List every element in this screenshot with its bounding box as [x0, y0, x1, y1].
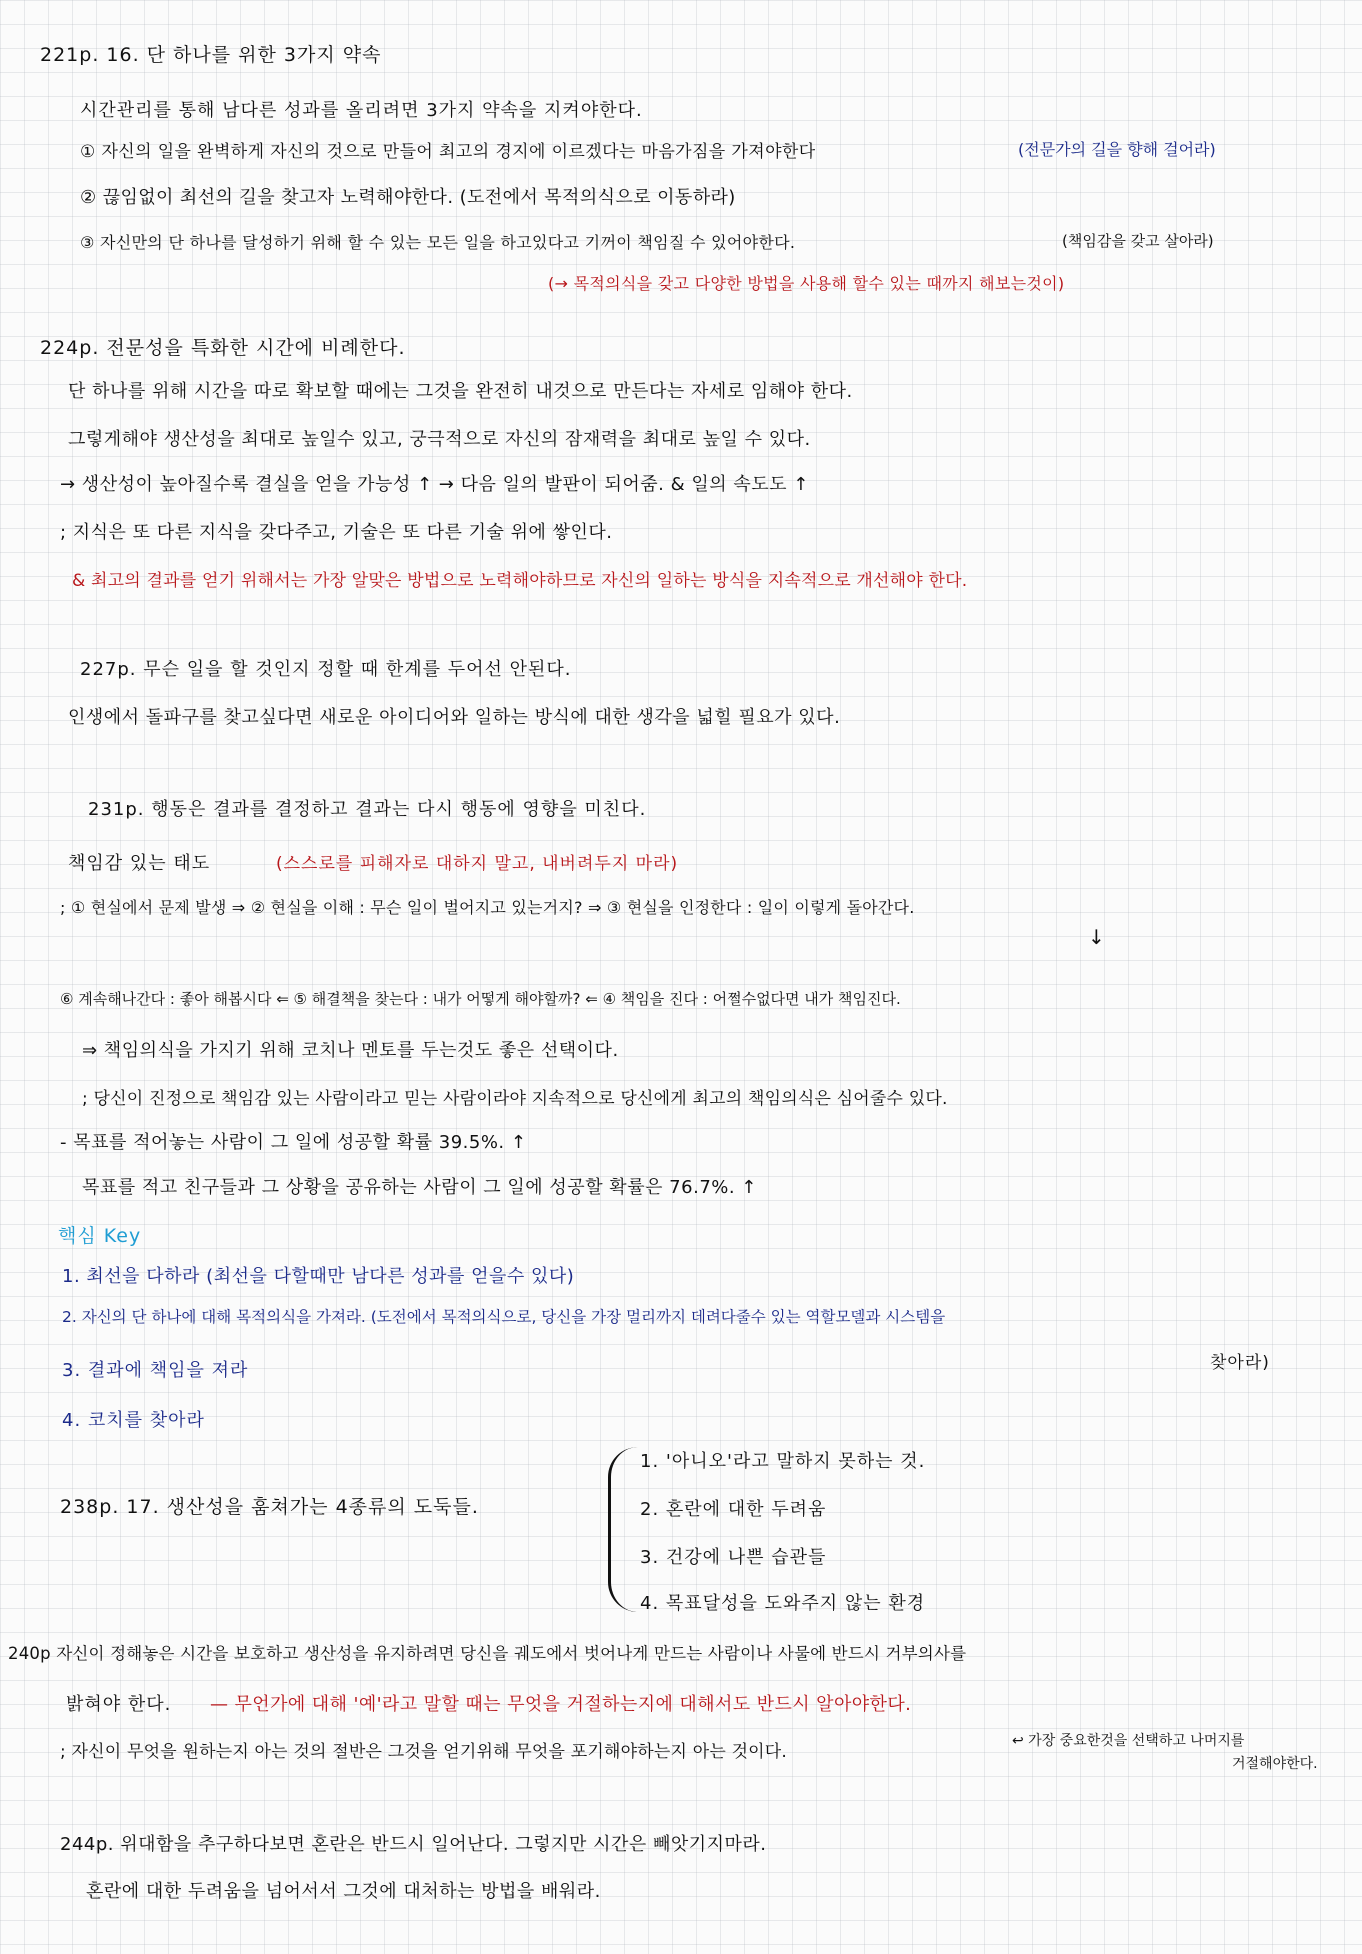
note-line: ① 자신의 일을 완벽하게 자신의 것으로 만들어 최고의 경지에 이르겠다는 마음가짐을 가져야한다: [80, 142, 816, 162]
note-line: - 목표를 적어놓는 사람이 그 일에 성공할 확률 39.5%. ↑: [60, 1132, 527, 1153]
key-point: 1. 최선을 다하라 (최선을 다할때만 남다른 성과를 얻을수 있다): [62, 1266, 575, 1287]
responsibility-flow-bottom: ⑥ 계속해나간다 : 좋아 해봅시다 ⇐ ⑤ 해결책을 찾는다 : 내가 어떻게 해야할까? ⇐ ④ 책임을 진다 : 어쩔수없다면 내가 책임진다.: [60, 990, 901, 1008]
note-annotation: ↩ 가장 중요한것을 선택하고 나머지를: [1012, 1733, 1245, 1749]
list-item: 3. 건강에 나쁜 습관들: [640, 1547, 827, 1568]
list-item: 4. 목표달성을 도와주지 않는 환경: [640, 1593, 926, 1614]
responsibility-flow-top: ; ① 현실에서 문제 발생 ⇒ ② 현실을 이해 : 무슨 일이 벌어지고 있는거지? ⇒ ③ 현실을 인정한다 : 일이 이렇게 돌아간다.: [60, 898, 915, 917]
list-item: 2. 혼란에 대한 두려움: [640, 1499, 827, 1520]
key-point: 2. 자신의 단 하나에 대해 목적의식을 가져라. (도전에서 목적의식으로, 당신을 가장 멀리까지 데려다줄수 있는 역할모델과 시스템을: [62, 1308, 946, 1326]
note-line: 밝혀야 한다.: [66, 1694, 172, 1715]
note-line: ⇒ 책임의식을 가지기 위해 코치나 멘토를 두는것도 좋은 선택이다.: [82, 1040, 619, 1061]
key-point: 4. 코치를 찾아라: [62, 1410, 205, 1431]
section-224-heading: 224p. 전문성을 특화한 시간에 비례한다.: [40, 337, 406, 359]
note-annotation: (전문가의 길을 향해 걸어라): [1018, 140, 1216, 159]
note-line: → 생산성이 높아질수록 결실을 얻을 가능성 ↑ → 다음 일의 발판이 되어줌. & 일의 속도도 ↑: [60, 474, 809, 495]
note-line: ② 끊임없이 최선의 길을 찾고자 노력해야한다. (도전에서 목적의식으로 이동하라): [80, 187, 736, 208]
note-annotation: (스스로를 피해자로 대하지 말고, 내버려두지 마라): [276, 854, 679, 874]
key-points-label: 핵심 Key: [58, 1225, 142, 1247]
section-238-heading: 238p. 17. 생산성을 훔쳐가는 4종류의 도둑들.: [60, 1496, 479, 1518]
note-line: 책임감 있는 태도: [68, 853, 211, 874]
note-line: 그렇게해야 생산성을 최대로 높일수 있고, 궁극적으로 자신의 잠재력을 최대로 높일 수 있다.: [68, 429, 811, 450]
note-annotation: (→ 목적의식을 갖고 다양한 방법을 사용해 할수 있는 때까지 해보는것이): [548, 274, 1065, 293]
note-line: ③ 자신만의 단 하나를 달성하기 위해 할 수 있는 모든 일을 하고있다고 기꺼이 책임질 수 있어야한다.: [80, 233, 796, 252]
note-line: 목표를 적고 친구들과 그 상황을 공유하는 사람이 그 일에 성공할 확률은 76.7%. ↑: [82, 1177, 757, 1198]
note-line: 시간관리를 통해 남다른 성과를 올리려면 3가지 약속을 지켜야한다.: [80, 100, 643, 121]
section-227-heading: 227p. 무슨 일을 할 것인지 정할 때 한계를 두어선 안된다.: [80, 659, 572, 680]
note-line: 혼란에 대한 두려움을 넘어서서 그것에 대처하는 방법을 배워라.: [86, 1881, 601, 1902]
list-brace: [608, 1447, 641, 1612]
list-item: 1. '아니오'라고 말하지 못하는 것.: [640, 1451, 926, 1472]
note-line-highlight: & 최고의 결과를 얻기 위해서는 가장 알맞은 방법으로 노력해야하므로 자신의 일하는 방식을 지속적으로 개선해야 한다.: [72, 571, 968, 591]
note-line: 단 하나를 위해 시간을 따로 확보할 때에는 그것을 완전히 내것으로 만든다는 자세로 임해야 한다.: [68, 381, 853, 402]
key-point-continuation: 찾아라): [1210, 1353, 1270, 1373]
note-line: ; 자신이 무엇을 원하는지 아는 것의 절반은 그것을 얻기위해 무엇을 포기해야하는지 아는 것이다.: [60, 1742, 788, 1762]
section-244-line: 244p. 위대함을 추구하다보면 혼란은 반드시 일어난다. 그렇지만 시간은 빼앗기지마라.: [60, 1834, 767, 1855]
flow-down-arrow: ↓: [1088, 925, 1106, 949]
note-line: ; 지식은 또 다른 지식을 갖다주고, 기술은 또 다른 기술 위에 쌓인다.: [60, 522, 613, 543]
note-annotation: 거절해야한다.: [1232, 1756, 1318, 1772]
note-annotation: (책임감을 갖고 살아라): [1062, 232, 1214, 250]
note-line: 인생에서 돌파구를 찾고싶다면 새로운 아이디어와 일하는 방식에 대한 생각을 넓힐 필요가 있다.: [68, 707, 841, 728]
note-line: ; 당신이 진정으로 책임감 있는 사람이라고 믿는 사람이라야 지속적으로 당신에게 최고의 책임의식은 심어줄수 있다.: [82, 1089, 948, 1109]
note-line-highlight: — 무언가에 대해 '예'라고 말할 때는 무엇을 거절하는지에 대해서도 반드시 알아야한다.: [210, 1694, 912, 1715]
note-line: 240p 자신이 정해놓은 시간을 보호하고 생산성을 유지하려면 당신을 궤도에서 벗어나게 만드는 사람이나 사물에 반드시 거부의사를: [8, 1644, 967, 1663]
key-point: 3. 결과에 책임을 져라: [62, 1360, 249, 1381]
section-221-heading: 221p. 16. 단 하나를 위한 3가지 약속: [40, 44, 382, 66]
section-231-heading: 231p. 행동은 결과를 결정하고 결과는 다시 행동에 영향을 미친다.: [88, 799, 647, 820]
